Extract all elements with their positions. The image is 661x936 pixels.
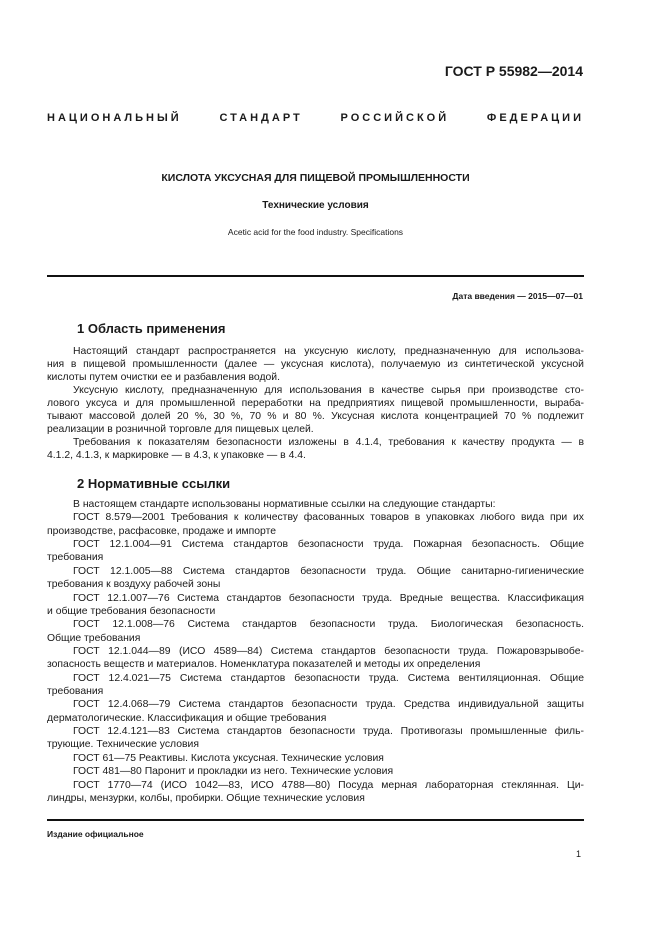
text-line: реализации в розничной торговле для пищевых целей. bbox=[47, 424, 314, 435]
paragraph bbox=[47, 645, 584, 672]
paragraph bbox=[47, 592, 584, 619]
text-line: ГОСТ 12.1.004—91 Система стандартов безопасности труда. Пожарная безопасность. Общие bbox=[73, 539, 584, 551]
text-line: требования bbox=[47, 686, 104, 698]
text-line: производстве, расфасовке, продаже и импорте bbox=[47, 525, 277, 537]
text-line: 4.1.2, 4.1.3, к маркировке — в 4.3, к упаковке — в 4.4. bbox=[47, 450, 306, 461]
text-line: ГОСТ 61—75 Реактивы. Кислота уксусная. Технические условия bbox=[73, 752, 384, 764]
section-body bbox=[47, 498, 584, 805]
text-line: ГОСТ 12.1.005—88 Система стандартов безопасности труда. Общие санитарно-гигиенические bbox=[73, 565, 584, 577]
document-title: КИСЛОТА УКСУСНАЯ ДЛЯ ПИЩЕВОЙ ПРОМЫШЛЕННОСТИ bbox=[161, 172, 470, 184]
document-subtitle: Технические условия bbox=[262, 200, 369, 211]
text-line: ГОСТ 12.4.121—83 Система стандартов безопасности труда. Противогазы промышленные филь- bbox=[73, 726, 584, 738]
paragraph bbox=[47, 498, 584, 511]
text-line: Общие требования bbox=[47, 632, 141, 644]
text-line: лового уксуса и для промышленной переработки на предприятиях пищевой промышленности, выраба- bbox=[47, 398, 584, 409]
text-line: ГОСТ 12.1.007—76 Система стандартов безопасности труда. Вредные вещества. Классификация bbox=[73, 592, 584, 604]
paragraph bbox=[47, 565, 584, 592]
paragraph bbox=[47, 345, 584, 384]
document-number: ГОСТ Р 55982—2014 bbox=[444, 63, 583, 79]
national-standard-banner: НАЦИОНАЛЬНЫЙ СТАНДАРТ РОССИЙСКОЙ ФЕДЕРАЦИИ bbox=[47, 112, 584, 124]
text-line: и общие требования безопасности bbox=[47, 605, 216, 617]
paragraph bbox=[47, 752, 584, 765]
paragraph bbox=[47, 436, 584, 462]
paragraph bbox=[47, 725, 584, 752]
paragraph bbox=[47, 765, 584, 778]
paragraph bbox=[47, 779, 584, 806]
text-line: требования bbox=[47, 552, 104, 564]
paragraph bbox=[47, 538, 584, 565]
section-heading: 2 Нормативные ссылки bbox=[77, 476, 231, 491]
text-line: ния в пищевой промышленности (далее — уксусная кислота), получаемую из синтетической уксусной bbox=[47, 359, 584, 370]
text-line: Уксусную кислоту, предназначенную для использования в качестве сырья при производстве сто- bbox=[73, 385, 584, 396]
text-line: требования к воздуху рабочей зоны bbox=[47, 579, 221, 591]
paragraph bbox=[47, 384, 584, 436]
text-line: дерматологические. Классификация и общие требования bbox=[47, 712, 327, 724]
text-line: ГОСТ 12.4.068—79 Система стандартов безопасности труда. Средства индивидуальной защиты bbox=[73, 699, 584, 711]
paragraph bbox=[47, 618, 584, 645]
text-line: Требования к показателям безопасности изложены в 4.1.4, требования к качеству продукта — в bbox=[73, 437, 584, 448]
text-line: ГОСТ 12.4.021—75 Система стандартов безопасности труда. Система вентиляционная. Общие bbox=[73, 672, 584, 684]
text-line: ГОСТ 8.579—2001 Требования к количеству фасованных товаров в упаковках любого вида при их bbox=[73, 512, 584, 524]
text-line: Настоящий стандарт распространяется на уксусную кислоту, предназначенную для использова- bbox=[73, 346, 584, 357]
section-heading: 1 Область применения bbox=[77, 321, 226, 336]
paragraph bbox=[47, 672, 584, 699]
text-line: ГОСТ 1770—74 (ИСО 1042—83, ИСО 4788—80) Посуда мерная лабораторная стеклянная. Ци- bbox=[73, 779, 584, 791]
text-line: ГОСТ 12.1.008—76 Система стандартов безопасности труда. Биологическая безопасность. bbox=[73, 619, 584, 631]
text-line: трующие. Технические условия bbox=[47, 739, 199, 751]
text-line: ГОСТ 12.1.044—89 (ИСО 4589—84) Система стандартов безопасности труда. Пожаровзрывобе- bbox=[73, 645, 584, 657]
text-line: В настоящем стандарте использованы нормативные ссылки на следующие стандарты: bbox=[73, 499, 496, 510]
divider bbox=[47, 275, 584, 277]
text-line: ГОСТ 481—80 Паронит и прокладки из него. Технические условия bbox=[73, 766, 394, 778]
page-number: 1 bbox=[575, 849, 581, 859]
paragraph bbox=[47, 698, 584, 725]
footer-divider bbox=[47, 819, 584, 821]
text-line: зопасность веществ и материалов. Номенклатура показателей и методы их определения bbox=[47, 659, 481, 671]
effective-date: Дата введения — 2015—07—01 bbox=[452, 291, 583, 301]
text-line: линдры, мензурки, колбы, пробирки. Общие технические условия bbox=[47, 792, 365, 804]
text-line: тывают массовой долей 20 %, 30 %, 70 % и 80 %. Уксусная кислота концентрацией 70 % подлежит bbox=[47, 411, 584, 422]
english-title: Acetic acid for the food industry. Specifications bbox=[227, 227, 404, 237]
edition-label: Издание официальное bbox=[47, 829, 144, 839]
section-body bbox=[47, 345, 584, 462]
paragraph bbox=[47, 511, 584, 538]
text-line: кислоты путем очистки ее и разбавления водой. bbox=[47, 372, 281, 383]
